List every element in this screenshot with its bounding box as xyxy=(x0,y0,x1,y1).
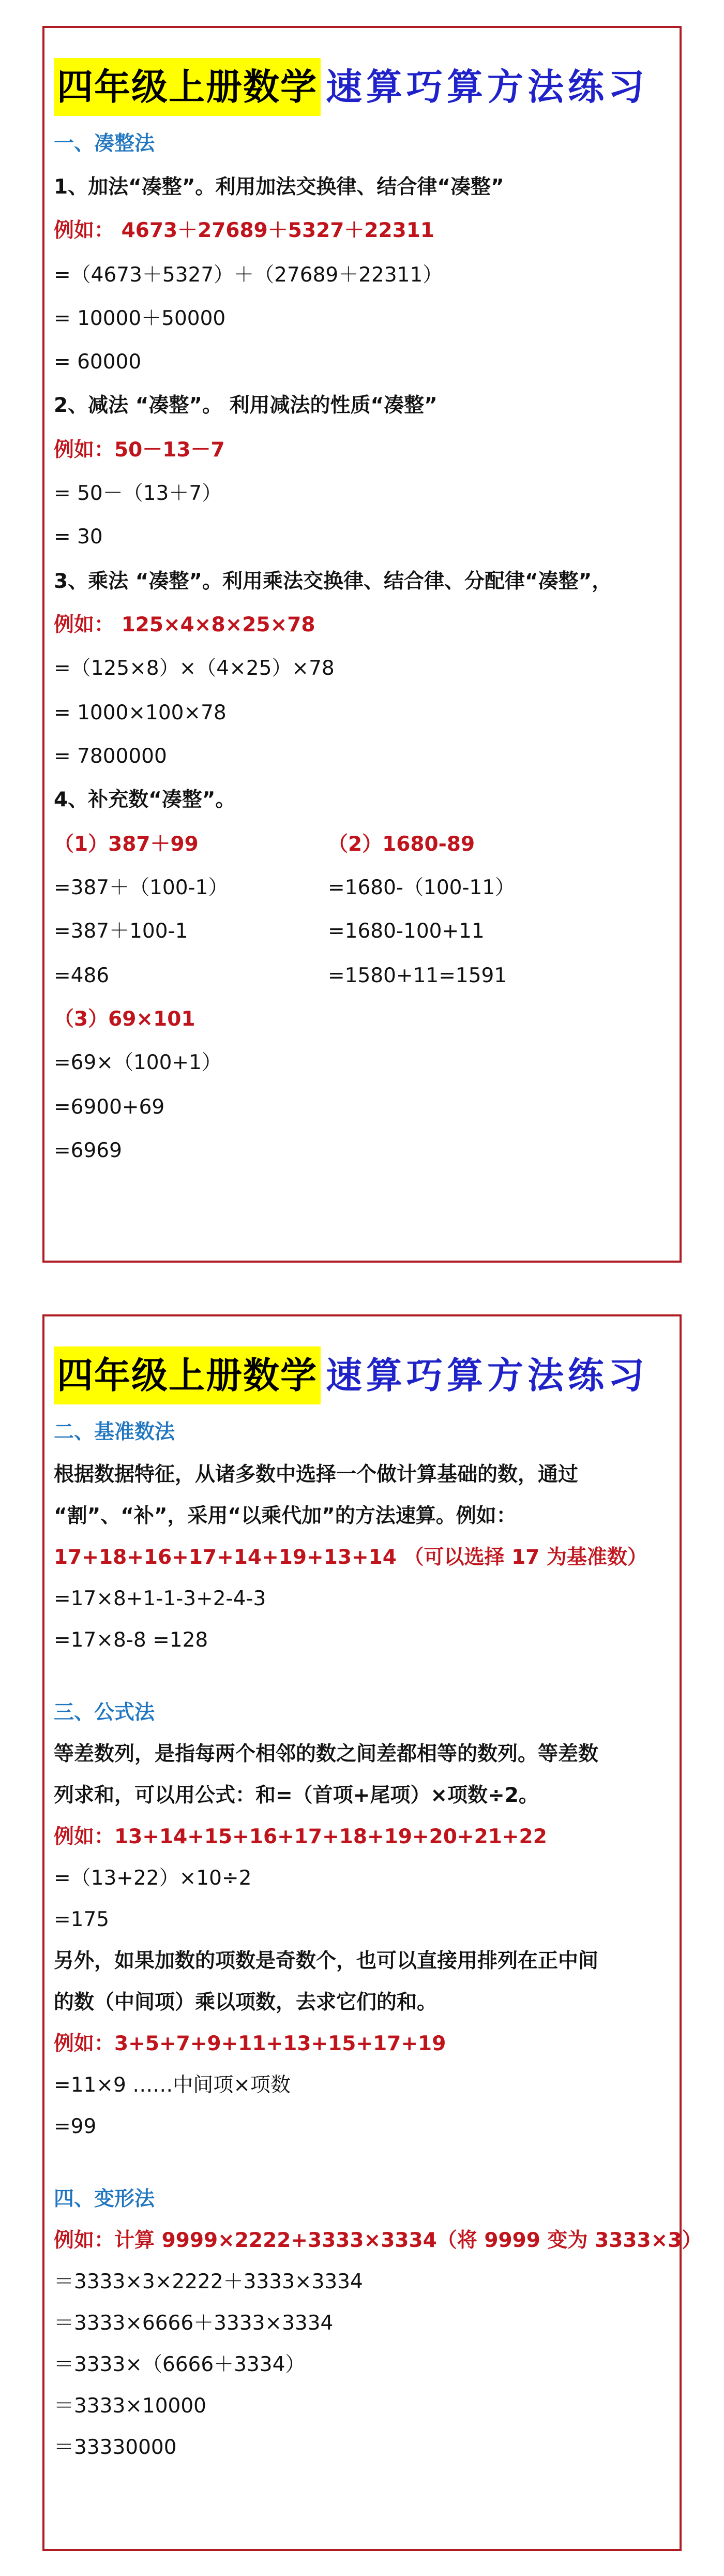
rule-line: 1、加法“凑整”。利用加法交换律、结合律“凑整” xyxy=(54,175,504,199)
step-line: =17×8-8 =128 xyxy=(54,1628,208,1652)
step-line: ＝3333×6666＋3333×3334 xyxy=(54,2312,334,2335)
worksheet-page-2 xyxy=(42,1314,702,2551)
step-line: ＝3333×10000 xyxy=(54,2394,206,2418)
step-line: =1680-（100-11） xyxy=(328,876,516,899)
paragraph-line: 另外，如果加数的项数是奇数个，也可以直接用排列在正中间 xyxy=(54,1949,599,1973)
step-line: =99 xyxy=(54,2115,97,2138)
section-heading: 二、基准数法 xyxy=(54,1420,175,1444)
step-line: =（125×8）×（4×25）×78 xyxy=(54,657,335,680)
example-line: 例如：50－13－7 xyxy=(54,438,225,462)
example-line: 例如：计算 9999×2222+3333×3334（将 9999 变为 3333×3） xyxy=(54,2229,702,2252)
worksheet-page-1 xyxy=(42,26,682,1263)
paragraph-line: “割”、“补”，采用“以乘代加”的方法速算。例如： xyxy=(54,1504,517,1528)
step-line: = 1000×100×78 xyxy=(54,701,227,724)
example-line: 例如：3+5+7+9+11+13+15+17+19 xyxy=(54,2032,446,2055)
step-line: = 7800000 xyxy=(54,745,167,768)
step-line: = 50－（13＋7） xyxy=(54,482,222,505)
example-line: 例如：13+14+15+16+17+18+19+20+21+22 xyxy=(54,1825,547,1848)
step-line: =6969 xyxy=(54,1139,122,1162)
step-line: = 30 xyxy=(54,525,103,549)
example-line: （2）1680-89 xyxy=(328,833,475,856)
example-line: （3）69×101 xyxy=(54,1008,195,1031)
step-line: =1580+11=1591 xyxy=(328,964,507,987)
step-line: =387＋（100-1） xyxy=(54,876,229,899)
title-blue: 速算巧算方法练习 xyxy=(326,1354,648,1397)
step-line: ＝33330000 xyxy=(54,2436,177,2459)
rule-line: 3、乘法 “凑整”。利用乘法交换律、结合律、分配律“凑整”， xyxy=(54,570,612,593)
example-line: 例如： 125×4×8×25×78 xyxy=(54,613,315,636)
step-line: =11×9 ……中间项×项数 xyxy=(54,2074,291,2097)
step-line: =（13+22）×10÷2 xyxy=(54,1867,252,1890)
step-line: =（4673＋5327）＋（27689＋22311） xyxy=(54,263,443,287)
step-line: = 60000 xyxy=(54,350,142,374)
step-line: ＝3333×3×2222＋3333×3334 xyxy=(54,2270,363,2293)
page-title xyxy=(54,1346,648,1404)
step-line: = 10000＋50000 xyxy=(54,307,226,330)
section-heading: 三、公式法 xyxy=(54,1701,155,1724)
step-line: =1680-100+11 xyxy=(328,920,485,943)
paragraph-line: 列求和，可以用公式：和=（首项+尾项）×项数÷2。 xyxy=(54,1784,539,1807)
title-highlighted: 四年级上册数学 xyxy=(54,1346,321,1404)
rule-line: 4、补充数“凑整”。 xyxy=(54,788,236,811)
section-heading: 四、变形法 xyxy=(54,2187,155,2211)
section-heading: 一、凑整法 xyxy=(54,132,155,155)
example-line: 17+18+16+17+14+19+13+14 （可以选择 17 为基准数） xyxy=(54,1546,647,1569)
example-line: （1）387＋99 xyxy=(54,833,199,856)
page-title xyxy=(54,58,648,116)
paragraph-line: 的数（中间项）乘以项数，去求它们的和。 xyxy=(54,1991,438,2014)
step-line: =17×8+1-1-3+2-4-3 xyxy=(54,1587,266,1610)
example-line: 例如： 4673＋27689＋5327＋22311 xyxy=(54,219,435,242)
paragraph-line: 等差数列，是指每两个相邻的数之间差都相等的数列。等差数 xyxy=(54,1742,599,1766)
step-line: ＝3333×（6666＋3334） xyxy=(54,2353,306,2376)
rule-line: 2、减法 “凑整”。 利用减法的性质“凑整” xyxy=(54,394,438,417)
title-blue: 速算巧算方法练习 xyxy=(326,65,648,108)
paragraph-line: 根据数据特征，从诸多数中选择一个做计算基础的数，通过 xyxy=(54,1463,579,1486)
step-line: =387＋100-1 xyxy=(54,920,188,943)
title-highlighted: 四年级上册数学 xyxy=(54,58,321,116)
step-line: =175 xyxy=(54,1908,110,1931)
step-line: =6900+69 xyxy=(54,1095,165,1119)
step-line: =69×（100+1） xyxy=(54,1051,222,1074)
step-line: =486 xyxy=(54,964,110,987)
